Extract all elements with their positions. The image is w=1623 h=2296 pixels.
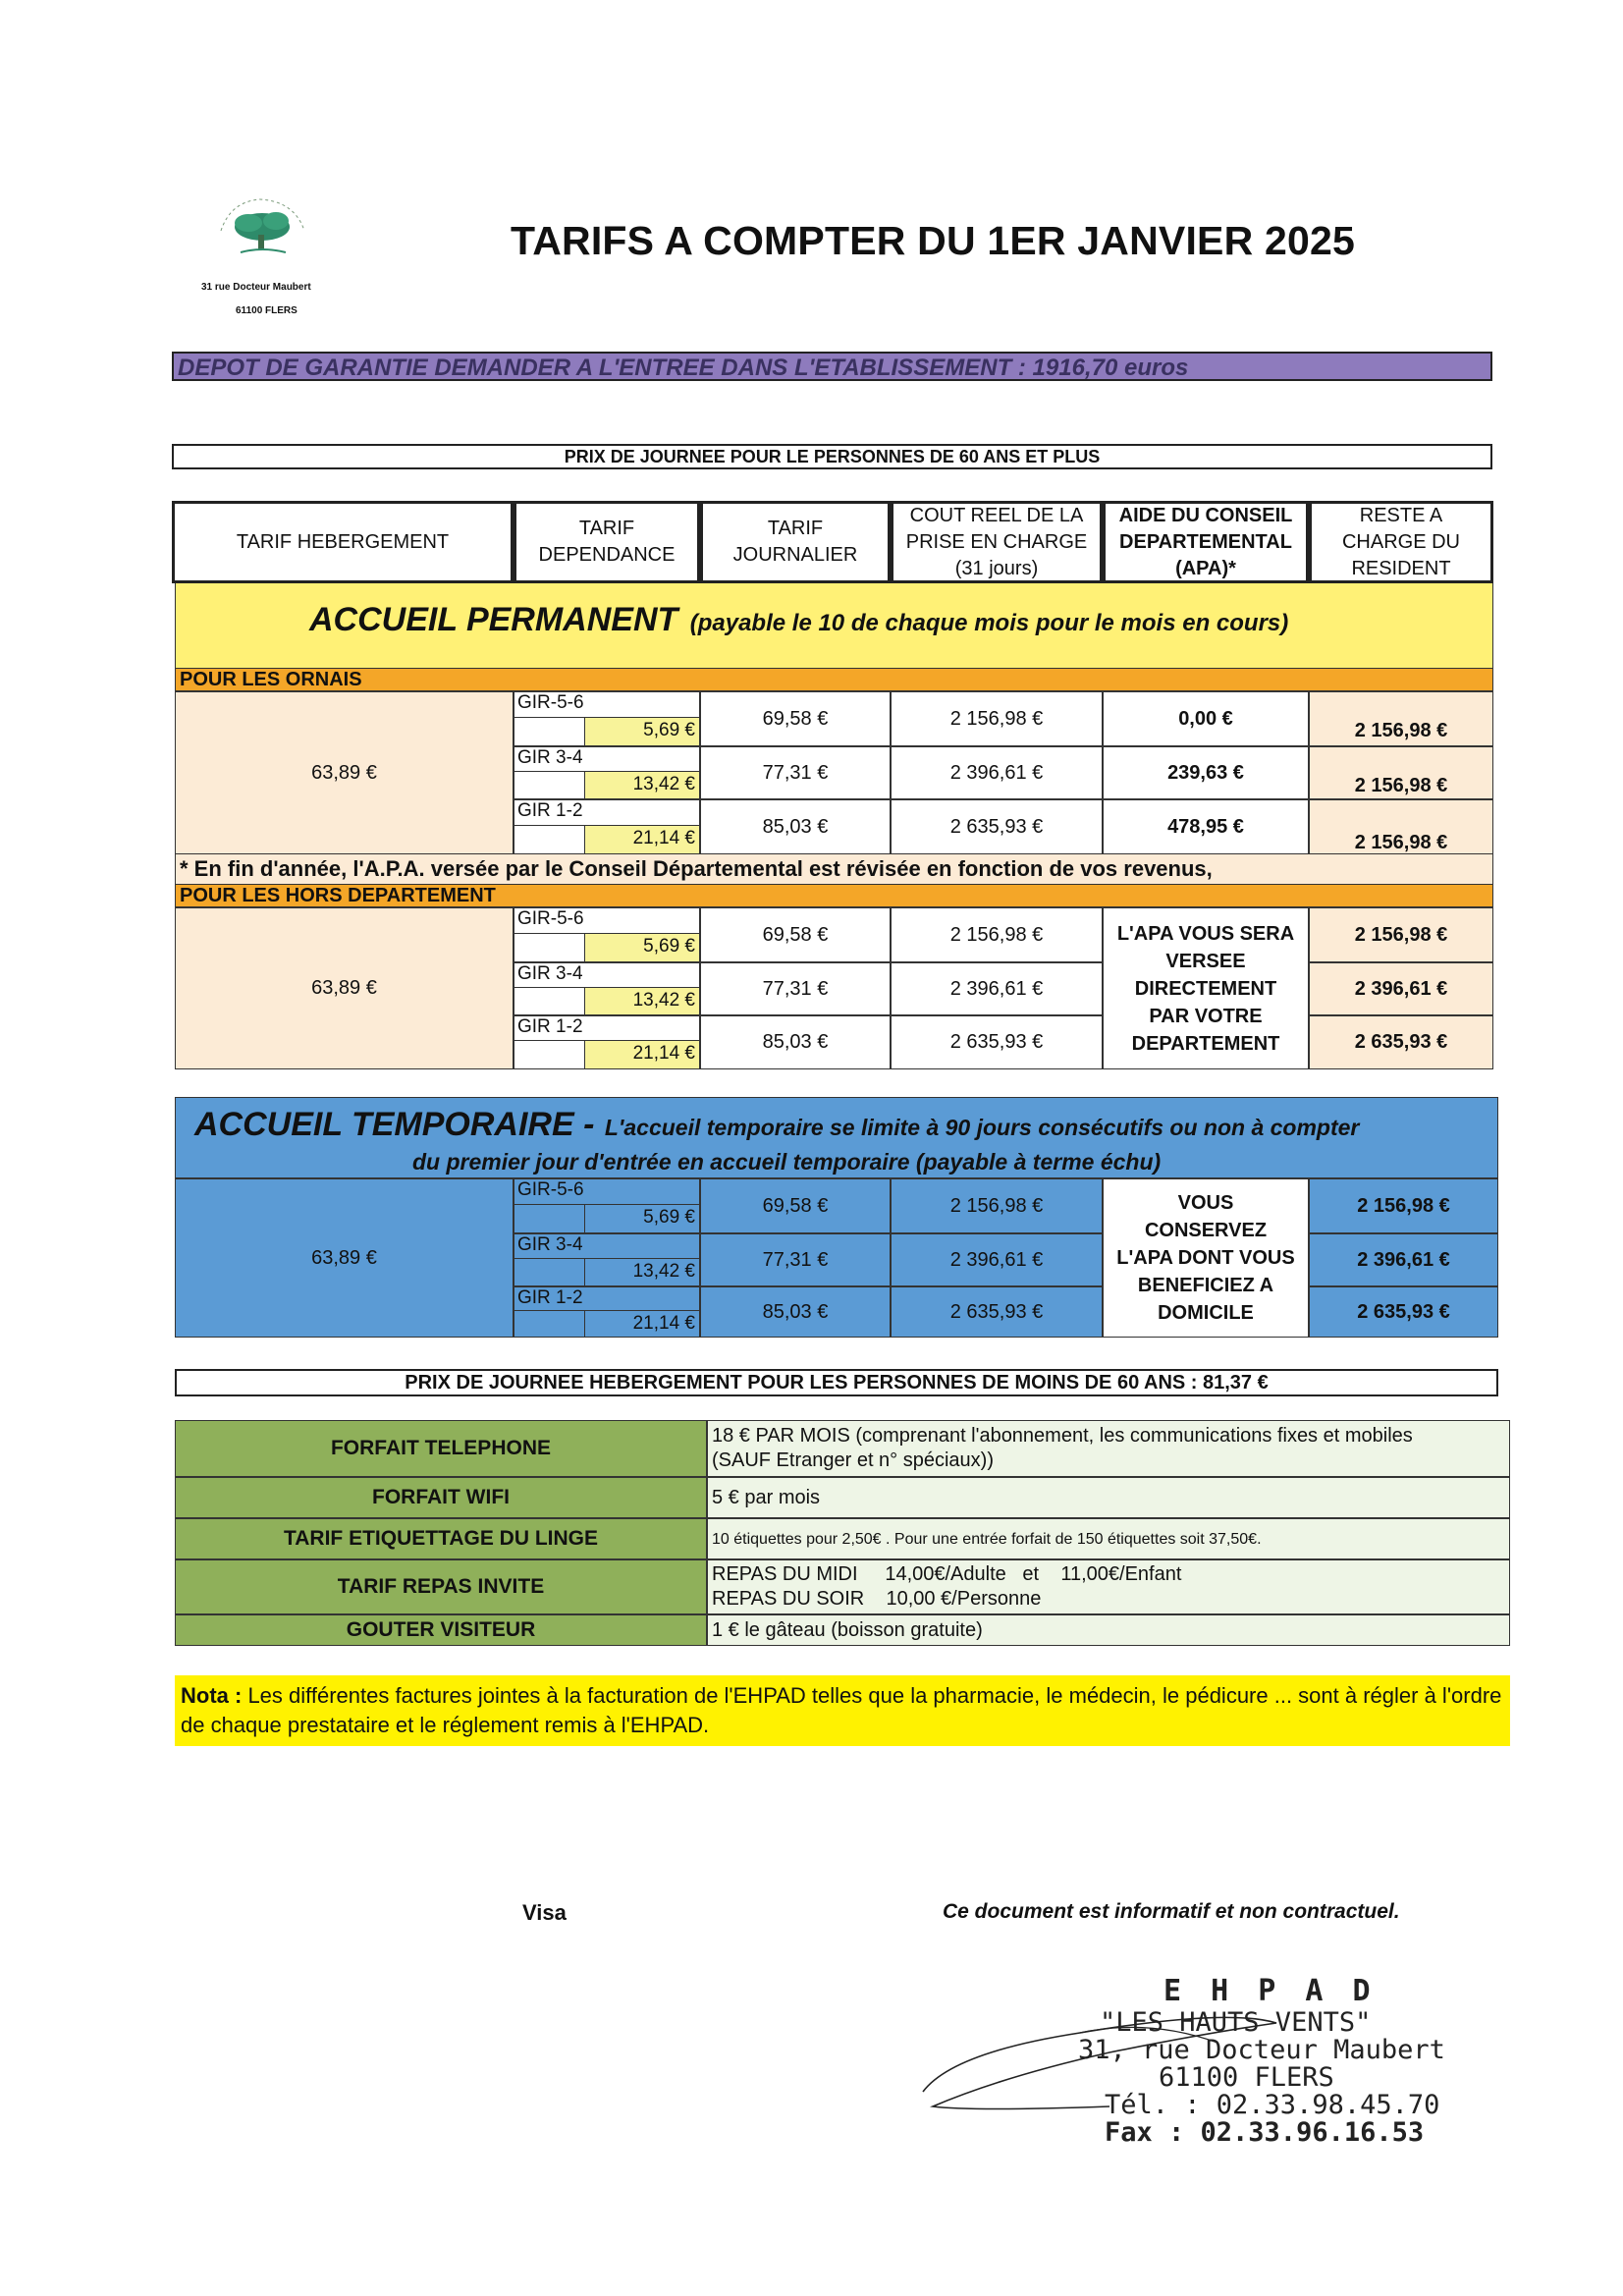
- temporaire-reste: 2 396,61 €: [1309, 1233, 1498, 1286]
- col-header-journalier: [700, 501, 891, 583]
- col-header-hebergement-label: TARIF HEBERGEMENT: [236, 530, 450, 553]
- ornais-reste: 2 156,98 €: [1309, 799, 1493, 854]
- hors-reste: 2 396,61 €: [1309, 962, 1493, 1015]
- permanent-subtitle: (payable le 10 de chaque mois pour le mois en cours): [689, 610, 1289, 636]
- col-header-dependance-l1: TARIF: [578, 518, 635, 539]
- ornais-cout: 2 635,93 €: [891, 799, 1103, 854]
- ornais-cout: 2 156,98 €: [891, 691, 1103, 746]
- col-header-cout-l2: PRISE EN CHARGE: [905, 530, 1088, 553]
- gir-label: GIR 1-2: [514, 1016, 699, 1041]
- stamp-line-2: "LES HAUTS VENTS": [1100, 2007, 1372, 2038]
- col-header-journalier-l1: TARIF: [767, 518, 824, 539]
- stamp-line-3: 31, rue Docteur Maubert: [1078, 2035, 1445, 2065]
- address-street: 31 rue Docteur Maubert: [201, 282, 311, 293]
- hors-apa-line: VERSEE: [1165, 950, 1246, 972]
- gir-label: GIR 1-2: [514, 1287, 699, 1311]
- temporaire-heading: [194, 1106, 1359, 1144]
- visa-label: Visa: [522, 1900, 567, 1925]
- temporaire-reste: 2 635,93 €: [1309, 1286, 1498, 1338]
- ornais-gir-row: [514, 691, 700, 746]
- col-header-apa-l2: DEPARTEMENTAL: [1119, 530, 1292, 553]
- dependance-value: 21,14 €: [584, 1041, 699, 1068]
- hors-cout: 2 635,93 €: [891, 1015, 1103, 1069]
- ornais-apa: 239,63 €: [1103, 746, 1309, 799]
- ornais-reste: 2 156,98 €: [1309, 691, 1493, 746]
- temporaire-apa-notice: [1103, 1178, 1309, 1338]
- telephone-line: (SAUF Etranger et n° spéciaux)): [712, 1449, 994, 1471]
- dependance-value: 5,69 €: [584, 934, 699, 961]
- service-label-repas: TARIF REPAS INVITE: [175, 1559, 707, 1614]
- service-label-linge: TARIF ETIQUETTAGE DU LINGE: [175, 1518, 707, 1559]
- service-label-gouter: GOUTER VISITEUR: [175, 1614, 707, 1646]
- hors-gir-row: [514, 907, 700, 962]
- temporaire-cout: 2 396,61 €: [891, 1233, 1103, 1286]
- temporaire-cout: 2 156,98 €: [891, 1178, 1103, 1233]
- temporaire-apa-line: BENEFICIEZ A: [1137, 1275, 1274, 1296]
- gir-label: GIR 1-2: [514, 800, 699, 826]
- gir-label: GIR-5-6: [514, 908, 699, 934]
- ornais-apa: 478,95 €: [1103, 799, 1309, 854]
- col-header-journalier-l2: JOURNALIER: [732, 544, 858, 566]
- col-header-reste-l2: CHARGE DU: [1341, 530, 1460, 553]
- gir-label: GIR 3-4: [514, 963, 699, 988]
- col-header-reste-l1: RESTE A: [1359, 504, 1443, 526]
- dependance-value: 13,42 €: [584, 988, 699, 1014]
- temporaire-hebergement: 63,89 €: [175, 1178, 514, 1338]
- temporaire-reste: 2 156,98 €: [1309, 1178, 1498, 1233]
- col-header-apa-l3: (APA)*: [1175, 557, 1236, 579]
- dependance-value: 5,69 €: [584, 718, 699, 745]
- disclaimer: Ce document est informatif et non contractuel.: [943, 1900, 1400, 1923]
- service-value-gouter: [707, 1614, 1510, 1646]
- service-value-wifi: [707, 1477, 1510, 1518]
- hors-journalier: 85,03 €: [700, 1015, 891, 1069]
- wifi-value: 5 € par mois: [712, 1486, 821, 1508]
- nota-label: Nota :: [181, 1683, 243, 1708]
- temporaire-apa-line: CONSERVEZ: [1144, 1220, 1268, 1241]
- temporaire-gir-row: [514, 1178, 700, 1233]
- dependance-value: 5,69 €: [584, 1205, 699, 1232]
- col-header-reste: [1309, 501, 1493, 583]
- temporaire-apa-line: L'APA DONT VOUS: [1116, 1247, 1295, 1269]
- ornais-gir-row: [514, 799, 700, 854]
- hors-gir-row: [514, 1015, 700, 1069]
- col-header-dependance: [514, 501, 700, 583]
- hors-reste: 2 635,93 €: [1309, 1015, 1493, 1069]
- nota-text: Les différentes factures jointes à la facturation de l'EHPAD telles que la pharmacie, le médecin, le pédicure ... sont à régler à l'ordre de chaque prestataire et le réglement remis à l'EHPAD.: [181, 1683, 1502, 1737]
- col-header-apa-l1: AIDE DU CONSEIL: [1118, 504, 1293, 526]
- permanent-heading: [309, 601, 1288, 639]
- ornais-hebergement: 63,89 €: [175, 691, 514, 854]
- dependance-value: 13,42 €: [584, 772, 699, 798]
- hors-reste: 2 156,98 €: [1309, 907, 1493, 962]
- temporaire-subtitle-l1: L'accueil temporaire se limite à 90 jours consécutifs ou non à compter: [604, 1115, 1360, 1140]
- hors-apa-line: L'APA VOUS SERA: [1116, 922, 1295, 945]
- gir-label: GIR 3-4: [514, 1234, 699, 1259]
- ornais-journalier: 69,58 €: [700, 691, 891, 746]
- temporaire-subtitle-l2: du premier jour d'entrée en accueil temporaire (payable à terme échu): [412, 1149, 1162, 1175]
- ornais-apa: 0,00 €: [1103, 691, 1309, 746]
- section-60-plus-title: PRIX DE JOURNEE POUR LE PERSONNES DE 60 ANS ET PLUS: [172, 444, 1492, 469]
- temporaire-cout: 2 635,93 €: [891, 1286, 1103, 1338]
- col-header-apa: [1103, 501, 1309, 583]
- hors-apa-notice: [1103, 907, 1309, 1069]
- col-header-cout-l3: (31 jours): [954, 557, 1039, 579]
- repas-line: REPAS DU SOIR 10,00 €/Personne: [712, 1588, 1042, 1610]
- hors-journalier: 77,31 €: [700, 962, 891, 1015]
- service-value-repas: [707, 1559, 1510, 1614]
- service-label-wifi: FORFAIT WIFI: [175, 1477, 707, 1518]
- col-header-hebergement: [172, 501, 514, 583]
- temporaire-journalier: 69,58 €: [700, 1178, 891, 1233]
- temporaire-gir-row: [514, 1233, 700, 1286]
- hors-gir-row: [514, 962, 700, 1015]
- hors-apa-line: PAR VOTRE: [1149, 1005, 1263, 1027]
- stamp-line-1: E H P A D: [1163, 1974, 1377, 2008]
- tree-logo: [201, 191, 319, 280]
- ornais-label: POUR LES ORNAIS: [175, 668, 1493, 691]
- ornais-journalier: 77,31 €: [700, 746, 891, 799]
- stamp-line-5: Tél. : 02.33.98.45.70: [1105, 2090, 1440, 2120]
- temporaire-title: ACCUEIL TEMPORAIRE -: [194, 1106, 595, 1143]
- hors-apa-line: DIRECTEMENT: [1134, 977, 1277, 1000]
- page-title: TARIFS A COMPTER DU 1ER JANVIER 2025: [511, 218, 1356, 263]
- service-value-linge: [707, 1518, 1510, 1559]
- gir-label: GIR-5-6: [514, 1179, 699, 1205]
- temporaire-journalier: 77,31 €: [700, 1233, 891, 1286]
- gir-label: GIR-5-6: [514, 692, 699, 718]
- dependance-value: 21,14 €: [584, 1311, 699, 1337]
- col-header-reste-l3: RESIDENT: [1351, 557, 1451, 579]
- hors-departement-label: POUR LES HORS DEPARTEMENT: [175, 884, 1493, 907]
- gir-label: GIR 3-4: [514, 747, 699, 772]
- telephone-line: 18 € PAR MOIS (comprenant l'abonnement, les communications fixes et mobiles: [712, 1425, 1413, 1447]
- temporaire-gir-row: [514, 1286, 700, 1338]
- ornais-reste: 2 156,98 €: [1309, 746, 1493, 799]
- service-value-telephone: [707, 1420, 1510, 1477]
- dependance-value: 13,42 €: [584, 1259, 699, 1285]
- ornais-journalier: 85,03 €: [700, 799, 891, 854]
- hors-cout: 2 156,98 €: [891, 907, 1103, 962]
- ornais-cout: 2 396,61 €: [891, 746, 1103, 799]
- hors-hebergement: 63,89 €: [175, 907, 514, 1069]
- col-header-cout-l1: COUT REEL DE LA: [909, 504, 1084, 526]
- temporaire-apa-line: VOUS: [1177, 1192, 1234, 1214]
- stamp-line-4: 61100 FLERS: [1159, 2062, 1334, 2093]
- service-label-telephone: FORFAIT TELEPHONE: [175, 1420, 707, 1477]
- repas-line: REPAS DU MIDI 14,00€/Adulte et 11,00€/Enfant: [712, 1563, 1182, 1585]
- ornais-gir-row: [514, 746, 700, 799]
- apa-revision-note: * En fin d'année, l'A.P.A. versée par le Conseil Départemental est révisée en fonction de vos revenus,: [175, 854, 1493, 884]
- temporaire-journalier: 85,03 €: [700, 1286, 891, 1338]
- hors-apa-line: DEPARTEMENT: [1131, 1032, 1280, 1055]
- address-city: 61100 FLERS: [236, 305, 298, 316]
- nota-box: [175, 1675, 1510, 1746]
- gouter-value: 1 € le gâteau (boisson gratuite): [712, 1618, 983, 1641]
- linge-value: 10 étiquettes pour 2,50€ . Pour une entrée forfait de 150 étiquettes soit 37,50€.: [712, 1530, 1262, 1548]
- temporaire-apa-line: DOMICILE: [1158, 1302, 1254, 1324]
- dependance-value: 21,14 €: [584, 826, 699, 853]
- stamp-line-6: Fax : 02.33.96.16.53: [1105, 2117, 1425, 2148]
- under-60-price: PRIX DE JOURNEE HEBERGEMENT POUR LES PERSONNES DE MOINS DE 60 ANS : 81,37 €: [175, 1369, 1498, 1396]
- col-header-cout: [891, 501, 1103, 583]
- permanent-title: ACCUEIL PERMANENT: [309, 601, 678, 638]
- hors-cout: 2 396,61 €: [891, 962, 1103, 1015]
- hors-journalier: 69,58 €: [700, 907, 891, 962]
- col-header-dependance-l2: DEPENDANCE: [538, 544, 676, 566]
- deposit-banner: DEPOT DE GARANTIE DEMANDER A L'ENTREE DANS L'ETABLISSEMENT : 1916,70 euros: [172, 352, 1492, 381]
